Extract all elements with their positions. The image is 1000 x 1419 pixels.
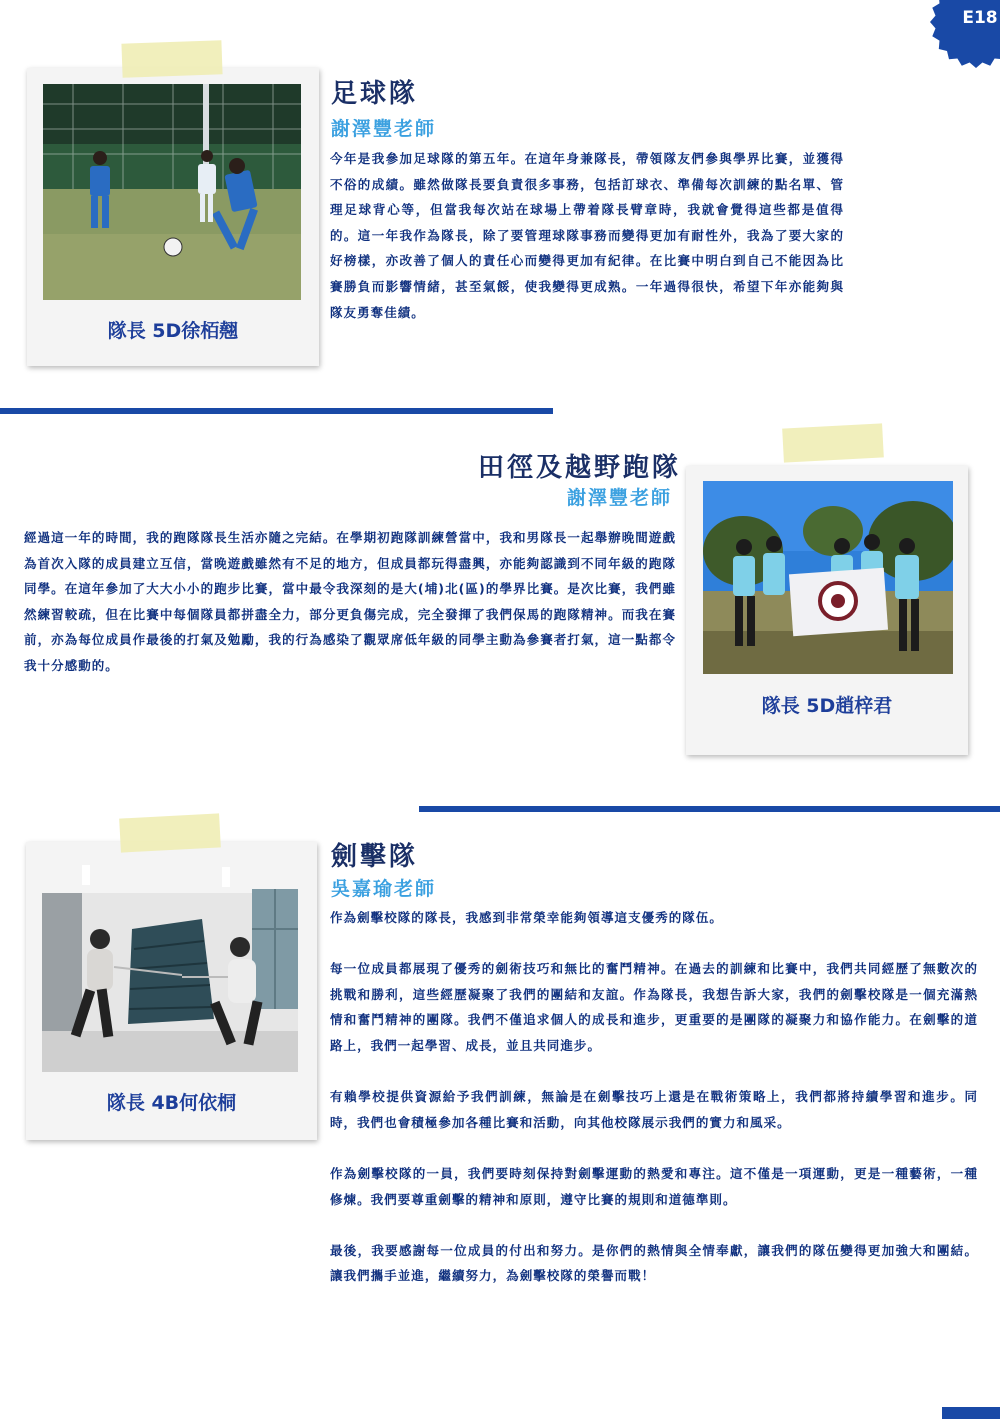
football-coach-name: 謝澤豐老師: [331, 118, 437, 140]
fencing-text: [330, 905, 978, 1289]
fencing-paragraph-1: 作為劍擊校隊的隊長，我感到非常榮幸能夠領導這支優秀的隊伍。: [330, 910, 723, 925]
track-section-title: 田徑及越野跑隊: [477, 453, 681, 483]
track-coach-name: 謝澤豐老師: [566, 487, 672, 509]
page-number-badge: [928, 0, 1000, 70]
fencing-photo-card: [26, 842, 317, 1140]
tape-decoration: [119, 813, 221, 852]
track-captain-caption: 隊長 5D趙梓君: [761, 695, 893, 717]
football-captain-caption: 隊長 5D徐栢翹: [107, 320, 239, 342]
football-team-photo: [43, 84, 301, 300]
track-text: [24, 525, 676, 679]
tape-decoration: [782, 423, 884, 462]
track-team-photo: [703, 481, 953, 674]
football-paragraph-1: 今年是我參加足球隊的第五年。在這年身兼隊長，帶領隊友們參與學界比賽，並獲得不俗的成績。雖然做隊長要負責很多事務，包括訂球衣、準備每次訓練的點名單、管理足球背心等，但當我每次站在球場上帶着隊長臂章時，我就會覺得這些都是值得的。這一年我作為隊長，除了要管理球隊事務而變得更加有耐性外，我為了要大家的好榜樣，亦改善了個人的責任心而變得更加有紀律。在比賽中明白到自己不能因為比賽勝負而影響情緒，甚至氣餒，使我變得更成熟。一年過得很快，希望下年亦能夠與隊友勇奪佳績。: [330, 151, 844, 320]
tape-decoration: [121, 40, 222, 77]
fencing-paragraph-3: 有賴學校提供資源給予我們訓練，無論是在劍擊技巧上還是在戰術策略上，我們都將持續學習和進步。同時，我們也會積極參加各種比賽和活動，向其他校隊展示我們的實力和風采。: [330, 1089, 978, 1130]
fencing-coach-name: 吳嘉瑜老師: [331, 878, 437, 900]
track-paragraph-1: 經過這一年的時間，我的跑隊隊長生活亦隨之完結。在學期初跑隊訓練營當中，我和男隊長一起舉辦晚間遊戲為首次入隊的成員建立互信，當晚遊戲雖然有不足的地方，但成員都玩得盡興，亦能夠認識到不同年級的跑隊同學。在這年參加了大大小小的跑步比賽，當中最令我深刻的是大(埔)北(區)的學界比賽。是次比賽，我們雖然練習較疏，但在比賽中每個隊員都拼盡全力，部分更負傷完成，完全發揮了我們保馬的跑隊精神。而我在賽前，亦為每位成員作最後的打氣及勉勵，我的行為感染了觀眾席低年級的同學主動為參賽者打氣，這一點都令我十分感動的。: [24, 530, 676, 673]
football-text: [330, 146, 844, 325]
fencing-paragraph-2: 每一位成員都展現了優秀的劍術技巧和無比的奮鬥精神。在過去的訓練和比賽中，我們共同經歷了無數次的挑戰和勝利，這些經歷凝聚了我們的團結和友誼。作為隊長，我想告訴大家，我們的劍擊校隊是一個充滿熱情和奮鬥精神的團隊。我們不僅追求個人的成長和進步，更重要的是團隊的凝聚力和協作能力。在劍擊的道路上，我們一起學習、成長，並且共同進步。: [330, 961, 978, 1053]
fencing-section-title: 劍擊隊: [331, 842, 419, 872]
section-divider: [0, 408, 553, 414]
corner-decoration: [942, 1407, 1000, 1419]
fencing-paragraph-5: 最後，我要感謝每一位成員的付出和努力。是你們的熱情與全情奉獻，讓我們的隊伍變得更加強大和團結。讓我們攜手並進，繼續努力，為劍擊校隊的榮譽而戰！: [330, 1242, 978, 1284]
fencing-team-photo: [42, 859, 298, 1072]
football-section-title: 足球隊: [331, 79, 419, 109]
page-number: E18: [962, 8, 998, 28]
fencing-captain-caption: 隊長 4B何依桐: [106, 1092, 237, 1114]
track-photo-card: [686, 466, 968, 755]
section-divider: [419, 806, 1000, 812]
football-photo-card: [27, 68, 319, 366]
fencing-paragraph-4: 作為劍擊校隊的一員，我們要時刻保持對劍擊運動的熱愛和專注。這不僅是一項運動，更是一種藝術，一種修煉。我們要尊重劍擊的精神和原則，遵守比賽的規則和道德準則。: [330, 1165, 978, 1207]
